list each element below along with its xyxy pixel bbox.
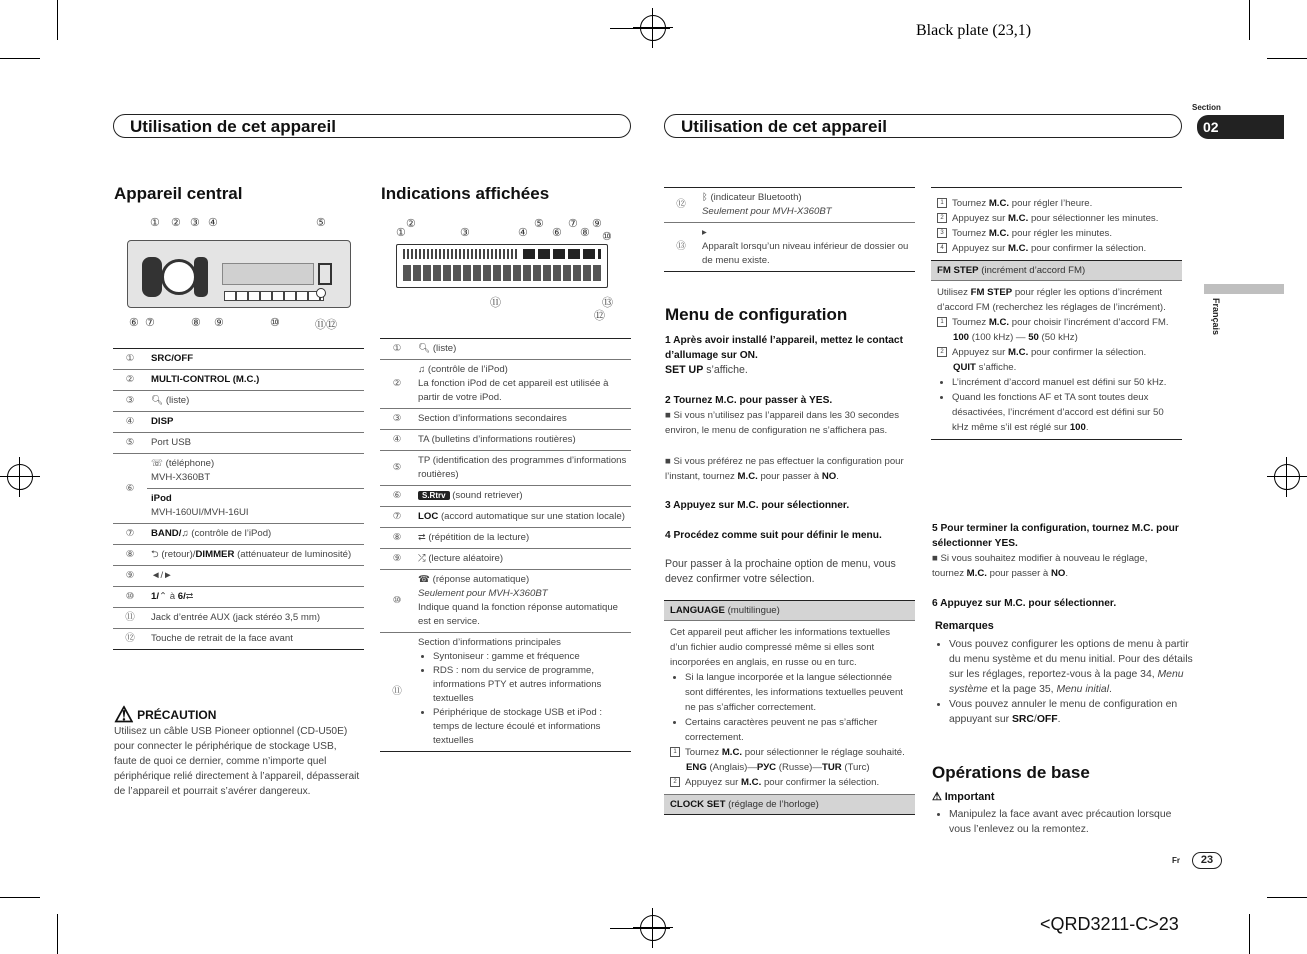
table-row: ③ Section d’informations secondaires [380, 409, 631, 430]
head-unit-illustration [127, 240, 351, 308]
usb-port [318, 263, 332, 285]
table-row: ⑫ ᛒ (indicateur Bluetooth) Seulement pour MVH-X360BT [664, 188, 915, 223]
auto-answer-icon: ☎ [418, 574, 430, 585]
registration-mark [1267, 457, 1307, 497]
up-arrow-icon: ⌃ [159, 591, 168, 602]
callout: ⑫ [594, 310, 605, 322]
callout: ⑩ [602, 231, 612, 243]
callout: ① [150, 217, 160, 229]
central-unit-table [113, 348, 364, 650]
table-row: ⑥ ☏ (téléphone) MVH-X360BT iPod MVH-160UI/MVH-16UI [113, 454, 364, 524]
table-row: ① 🔍︎ (liste) [380, 339, 631, 360]
callout: ⑤ [534, 218, 544, 230]
lcd-display-illustration [396, 244, 608, 288]
language-box-body: Cet appareil peut afficher les informations textuelles d’un fichier audio compressé même si elles sont incorporées en anglais, en russe ou en turc. • Si la langue incorporée et la langue sélectionnée sont différentes, les informations textuelles peuvent ne pas s’afficher correctement. • Certains caractères peuvent ne pas s’afficher correctement. 1 Tournez M.C. pour sélectionner le réglage souhaité. ENG (Anglais)—РУС (Russe)—TUR (Turc) 2 Appuyez sur M.C. pour confirmer la sélection. [664, 621, 915, 794]
document-code: <QRD3211-C>23 [1040, 914, 1179, 934]
list-item: • Manipulez la face avant avec précaution lorsque vous l’enlevez ou la remontez. [949, 807, 1195, 837]
table-row: ② ♫ (contrôle de l’iPod) La fonction iPod de cet appareil est utilisée à partir de votre iPod. [380, 360, 631, 409]
step-4-text: Pour passer à la prochaine option de menu, vous devez confirmer votre sélection. [665, 558, 896, 585]
phone-icon: ☏ [151, 458, 163, 469]
aux-jack [316, 288, 326, 298]
list-item: 3 Tournez M.C. pour régler les minutes. [937, 226, 1176, 241]
display-window [222, 263, 314, 285]
step-5: 5 Pour terminer la configuration, tournez M.C. pour sélectionner YES. [932, 523, 1179, 549]
indicator-row [523, 249, 601, 259]
registration-mark [633, 8, 673, 48]
crop-mark [57, 914, 58, 954]
table-row: ⑤ TP (identification des programmes d’informations routières) [380, 451, 631, 486]
important-icon: ⚠ [932, 791, 942, 803]
table-row: ⑫ Touche de retrait de la face avant [113, 629, 364, 650]
callout: ⑨ [214, 317, 224, 329]
table-row: ② MULTI-CONTROL (M.C.) [113, 370, 364, 391]
step-5-note: ■ Si vous souhaitez modifier à nouveau le réglage, tournez M.C. pour passer à NO. [932, 553, 1148, 579]
list-item: 2 Appuyez sur M.C. pour confirmer la sélection. [937, 345, 1176, 360]
callout: ⑩ [270, 317, 280, 329]
list-item: • Quand les fonctions AF et TA sont toutes deux désactivées, l’incrément d’accord est défini sur 50 kHz même s’il est réglé sur 100. [952, 390, 1176, 435]
note-icon: ■ [932, 553, 938, 564]
table-row: ⑩ 1/⌃ à 6/⮂ [113, 587, 364, 608]
callout: ⑥ [552, 227, 562, 239]
list-item: • Certains caractères peuvent ne pas s’afficher correctement. [685, 715, 909, 745]
list-item: 2 Appuyez sur M.C. pour sélectionner les minutes. [937, 211, 1176, 226]
search-icon: 🔍︎ [418, 343, 431, 354]
list-item: 1 Tournez M.C. pour sélectionner le réglage souhaité. [670, 745, 909, 760]
preset-buttons [224, 291, 324, 301]
section-title-setup-menu: Menu de configuration [665, 305, 848, 324]
step-2-note-2: ■ Si vous préférez ne pas effectuer la configuration pour l’instant, tournez M.C. pour passer à NO. [665, 456, 904, 482]
display-indicators-table-cont [664, 187, 915, 272]
callout: ③ [190, 217, 200, 229]
folder-level-icon: ▸ [702, 227, 707, 238]
shuffle-icon: ⤮ [418, 553, 426, 564]
callout: ① [396, 227, 406, 239]
list-item: 1 Tournez M.C. pour choisir l’incrément d’accord FM. [937, 315, 1176, 330]
callout: ⑦ [568, 218, 578, 230]
language-box-header: LANGUAGE (multilingue) [664, 601, 915, 621]
language-label: Français [1211, 298, 1221, 336]
note-icon: ■ [665, 456, 671, 467]
repeat-icon: ⮂ [418, 532, 426, 543]
clock-box [931, 187, 1182, 440]
info-bullets [418, 650, 627, 748]
repeat-icon: ⮂ [185, 591, 194, 602]
crop-mark [57, 0, 58, 40]
caution-heading: ⚠ PRÉCAUTION [114, 702, 217, 727]
ipod-control-icon: ♫ [418, 364, 426, 375]
step-4: 4 Procédez comme suit pour définir le menu. [665, 530, 882, 541]
step-2: 2 Tournez M.C. pour passer à YES. [665, 395, 833, 406]
callout: ⑨ [592, 218, 602, 230]
table-row: ⑥ S.Rtrv (sound retriever) [380, 486, 631, 507]
ipod-control-icon: ♫ [181, 528, 189, 539]
search-icon: 🔍︎ [151, 395, 164, 406]
language-bar [1204, 284, 1284, 294]
table-row: ④ TA (bulletins d’informations routières) [380, 430, 631, 451]
list-item: 2 Appuyez sur M.C. pour confirmer la sélection. [670, 775, 909, 790]
list-item: • Périphérique de stockage USB et iPod : temps de lecture écoulé et informations textuelles [433, 706, 627, 748]
list-item: • Syntoniseur : gamme et fréquence [433, 650, 627, 664]
important-list [932, 807, 1195, 837]
section-title-basic-ops: Opérations de base [932, 763, 1090, 782]
crop-mark [0, 58, 40, 59]
list-item: 1 Tournez M.C. pour régler l’heure. [937, 196, 1176, 211]
clock-box-body [931, 188, 1182, 260]
segment-row-main [403, 265, 601, 281]
important-heading: ⚠ Important [932, 791, 995, 803]
step-1: 1 Après avoir installé l’appareil, mettez le contact d’allumage sur ON. [665, 335, 903, 361]
callout: ④ [208, 217, 218, 229]
button-cluster [194, 257, 208, 297]
sound-retriever-badge: S.Rtrv [418, 491, 450, 500]
table-row: ① SRC/OFF [113, 349, 364, 370]
segment-row-top [403, 249, 519, 259]
section-title-display: Indications affichées [381, 184, 550, 203]
table-row: ⑧ ⮂ (répétition de la lecture) [380, 528, 631, 549]
table-row: ⑦ LOC (accord automatique sur une station locale) [380, 507, 631, 528]
crop-mark [0, 897, 40, 898]
callout: ④ [518, 227, 528, 239]
button-cluster [142, 257, 162, 297]
section-number-tab: 02 [1197, 115, 1284, 139]
note-icon: ■ [665, 410, 671, 421]
callout: ③ [460, 227, 470, 239]
clock-box-header: CLOCK SET (réglage de l’horloge) [664, 794, 915, 814]
crop-mark [1267, 897, 1307, 898]
remarks-list [932, 637, 1195, 727]
list-item: • L’incrément d’accord manuel est défini sur 50 kHz. [952, 375, 1176, 390]
table-row: ⑦ BAND/♫ (contrôle de l’iPod) [113, 524, 364, 545]
step-1-text: SET UP s’affiche. [665, 364, 748, 376]
callout: ⑦ [145, 317, 155, 329]
table-row: ⑪ Jack d’entrée AUX (jack stéréo 3,5 mm) [113, 608, 364, 629]
list-item: • Vous pouvez annuler le menu de configuration en appuyant sur SRC/OFF. [949, 697, 1195, 727]
list-item: • Vous pouvez configurer les options de menu à partir du menu système et du menu initial. Pour des détails sur les réglages, reportez-vous à la page 34, Menu système et la page 35, Menu initial. [949, 637, 1195, 697]
list-item: • RDS : nom du service de programme, informations PTY et autres informations textuelles [433, 664, 627, 706]
callout: ⑪⑫ [315, 319, 337, 331]
display-indicators-table [380, 338, 631, 752]
return-icon: ⮌ [151, 549, 159, 560]
page-language: Fr [1172, 856, 1180, 865]
bluetooth-icon: ᛒ [702, 192, 708, 203]
callout: ⑤ [316, 217, 326, 229]
callout: ② [406, 218, 416, 230]
table-row: ④ DISP [113, 412, 364, 433]
callout: ⑧ [580, 227, 590, 239]
language-box [664, 600, 915, 815]
table-row: ⑪ Section d’informations principales • Syntoniseur : gamme et fréquence • RDS : nom du service de programme, informations PTY et autres informations textuelles • Périphérique de stockage USB et iPod : temps de lecture écoulé et informations textuelles [380, 633, 631, 752]
callout: ② [171, 217, 181, 229]
callout: ⑬ [602, 297, 613, 309]
crop-mark [1249, 914, 1250, 954]
step-3: 3 Appuyez sur M.C. pour sélectionner. [665, 500, 850, 511]
list-item: 4 Appuyez sur M.C. pour confirmer la sélection. [937, 241, 1176, 256]
table-row: ③ 🔍︎ (liste) [113, 391, 364, 412]
fm-step-box-header: FM STEP (incrément d’accord FM) [931, 260, 1182, 281]
table-row: ⑨ ⤮ (lecture aléatoire) [380, 549, 631, 570]
table-row: ⑨ ◄/► [113, 566, 364, 587]
section-title-central: Appareil central [114, 184, 243, 203]
header-left: Utilisation de cet appareil [113, 114, 631, 138]
table-row: ⑬ ▸ Apparaît lorsqu’un niveau inférieur de dossier ou de menu existe. [664, 223, 915, 272]
registration-mark [0, 457, 40, 497]
table-row: ⑩ ☎ (réponse automatique) Seulement pour MVH-X360BT Indique quand la fonction réponse automatique est en service. [380, 570, 631, 633]
remarks-title: Remarques [935, 620, 994, 632]
page-number: 23 [1192, 852, 1222, 869]
volume-knob [161, 259, 197, 295]
section-label: Section [1192, 103, 1221, 112]
callout: ⑥ [129, 317, 139, 329]
crop-mark [1267, 58, 1307, 59]
registration-mark [633, 908, 673, 948]
plate-label: Black plate (23,1) [916, 22, 1032, 39]
caution-text: Utilisez un câble USB Pioneer optionnel (CD-U50E) pour connecter le périphérique de stockage USB, faute de quoi ce dernier, comme n’importe quel périphérique relié directement à l’appareil, dépasserait de l’appareil et pourrait s’avérer dangereux. [114, 726, 360, 797]
callout: ⑧ [191, 317, 201, 329]
fm-step-box-body: Utilisez FM STEP pour régler les options d’incrément d’accord FM (recherchez les réglages de l’incrément). 1 Tournez M.C. pour choisir l’incrément d’accord FM. 100 (100 kHz) — 50 (50 kHz) 2 Appuyez sur M.C. pour confirmer la sélection. QUIT s’affiche. • L’incrément d’accord manuel est défini sur 50 kHz. • Quand les fonctions AF et TA sont toutes deux désactivées, l’incrément d’accord est défini sur 50 kHz même s’il est réglé sur 100. [931, 281, 1182, 439]
list-item: • Si la langue incorporée et la langue sélectionnée sont différentes, les informations textuelles peuvent ne pas s’afficher correctement. [685, 670, 909, 715]
callout: ⑪ [490, 297, 501, 309]
step-2-note-1: ■ Si vous n’utilisez pas l’appareil dans les 30 secondes environ, le menu de configuration ne s’affichera pas. [665, 410, 900, 436]
step-6: 6 Appuyez sur M.C. pour sélectionner. [932, 598, 1117, 609]
crop-mark [1249, 0, 1250, 40]
header-right: Utilisation de cet appareil [664, 114, 1182, 138]
table-row: ⑤ Port USB [113, 433, 364, 454]
warning-icon: ⚠ [114, 702, 134, 727]
table-row: ⑧ ⮌ (retour)/DIMMER (atténuateur de luminosité) [113, 545, 364, 566]
